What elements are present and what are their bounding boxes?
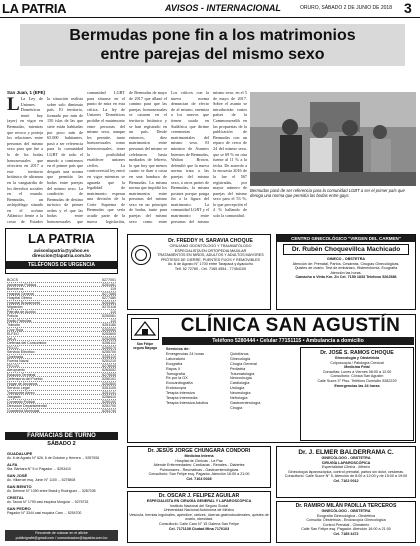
- ad-jesus-line: Medicina Interna: [184, 454, 214, 458]
- clinic-logo-text: San Felipe segura Mayaga: [133, 342, 157, 350]
- clinic-service-item: Rayos X: [166, 366, 181, 371]
- phone-number[interactable]: 5250060: [102, 327, 116, 332]
- clinic-service-item: Ecocardiografía: [166, 381, 193, 386]
- phone-number[interactable]: 5252800: [102, 381, 116, 386]
- phone-name: Hospital Bracamonte: [7, 300, 41, 305]
- ad-elmer-name: Dr. J. ELMER BALDERRAMA C.: [298, 449, 394, 456]
- phone-number[interactable]: 5250101: [102, 377, 116, 381]
- ad-freddy-line: PRÓTESIS DE CIERRE, PUENTES FIJOS Y REMOVIBLES: [160, 257, 261, 262]
- clinic-service-item: Neumología: [230, 391, 251, 396]
- ad-clinica-san-agustin: [127, 314, 416, 443]
- ad-jose-line: Consultorio: Clínica San Agustín: [330, 374, 384, 379]
- email-2[interactable]: direccion@lapatria.com.bo: [32, 253, 91, 258]
- phone-number[interactable]: 5256112: [102, 341, 116, 345]
- phone-name: Quebrada: [7, 354, 23, 359]
- clinic-service-item: Ecografía: [166, 361, 183, 366]
- phone-name: Migración: [7, 305, 23, 309]
- clinic-title: CLÍNICA SAN AGUSTÍN: [180, 315, 401, 336]
- clinic-phone-bar: Teléfono 5280444 • Celular 77151115 • Ambulancia a domicilio: [162, 337, 414, 345]
- phone-number[interactable]: 5251141: [102, 390, 116, 395]
- ad-freddy-line: Telf. 52 72780 - Cel. 7165 4554 - 77454100: [174, 266, 247, 271]
- ad-oscar-line: ESPECIALISTA EN CIRUGÍA GENERAL Y LAPAROSCÓPICA: [146, 499, 252, 503]
- ad-jose-name: Dr. JOSÉ S. RAMOS CHOQUE: [320, 350, 394, 356]
- dateline: ORURO, SÁBADO 2 DE JUNIO DE 2018: [300, 5, 392, 11]
- ad-dr-ramiro-padilla: [276, 501, 416, 543]
- ad-dr-jesus-chungara: [127, 446, 271, 488]
- farmacia-item: [7, 506, 116, 515]
- ad-oscar-line: Instituto Nacional del Seguro Social: [169, 503, 229, 508]
- phone-name: Transporte Aéreo: [7, 390, 35, 395]
- phone-name: Policía: [7, 314, 18, 318]
- farmacia-name: SAN JOSÉ: [7, 473, 28, 478]
- clinic-service-item: Terapia Intensiva: [166, 391, 195, 396]
- ad-jesus-line: Pulmonares - Reumáticas - Gastroenterológicas: [159, 467, 239, 472]
- ad-dr-ruben-choquevillca: [276, 234, 416, 310]
- ad-ruben-line: Camacho a Vinto Km. Zn Cel. 7159 1833 Telefono 5262586: [295, 275, 397, 280]
- clinic-service-item: Cirugía General: [230, 361, 257, 366]
- ad-freddy-line: Av. 6 de Agosto N° 1700 entre Tarapacá y Ayacucho: [167, 262, 254, 267]
- phone-name: Fuerza Naval: [7, 359, 29, 363]
- phone-number[interactable]: 5253481: [102, 300, 116, 305]
- phone-name: Tránsito: [7, 323, 20, 327]
- clinic-service-item: Emergencias 24 horas: [166, 351, 204, 356]
- ad-dr-oscar-felipez: [127, 491, 271, 543]
- clinic-service-item: Cardiología: [230, 381, 250, 386]
- ad-dr-freddy-saravia: [127, 234, 271, 310]
- phone-number[interactable]: 5253740: [102, 408, 116, 413]
- headline-line-2: entre parejas del mismo sexo: [100, 46, 325, 63]
- clinic-service-item: Endoscopía: [166, 386, 187, 391]
- phone-number[interactable]: 5263052: [102, 368, 116, 372]
- farmacia-item: [7, 484, 116, 493]
- phone-number[interactable]: 5278045: [102, 363, 116, 368]
- phone-name: FELCC: [7, 345, 19, 350]
- urgency-phone-list: [7, 278, 116, 413]
- ad-dr-jose-ramos: [300, 347, 414, 441]
- phone-name: Estación Terminal: [7, 372, 36, 377]
- ad-oscar-line: Universidad Nacional Autónoma de México: [163, 508, 235, 513]
- clinic-services-1: [166, 347, 226, 406]
- ad-freddy-line: CIRUJANO ODONTÓLOGO Y TRAUMATÓLOGO: [169, 244, 252, 248]
- article-column-1: [7, 96, 43, 224]
- article-column-3: comunidad LGBT para situarse en el punto de mira en esta crítica. La ley de Uniones Domésticas prohíbe el matrimonio entre personas del mismo sexo, aunque les permite, tanto homosexuales como heterosexuales, tener la posibilidad establecer uniones civiles. La controversial ley entró en vigor mientras se aguarda que la legalidad de matrimonio esperan una decisión de la Corte Suprema de Bermudas que sería acudir parte de la nueva legislación,: [87, 90, 125, 224]
- page-number: 3: [404, 0, 412, 16]
- phone-name: Hospital General: [7, 291, 34, 296]
- farmacias-list: [7, 451, 116, 517]
- ad-elmer-line: Cel. 7162 0012: [333, 478, 359, 483]
- phone-number[interactable]: 5277685: [102, 291, 116, 296]
- farmacia-name: CRISTAL: [7, 495, 25, 500]
- phone-number[interactable]: 110: [110, 309, 116, 314]
- phone-name: Bomberos: [7, 287, 24, 291]
- phone-row: [7, 409, 116, 414]
- clinic-service-item: Terapia Intermedia: [166, 396, 198, 401]
- column-1-text: La Ley de Uniones Domésticas entró hoy (ayer) en vigor en Bermudas, mientras que revoca y proteja los relaciones entre personas del mismo sexo para que fue a lo de los bodas homosexuales que ofreciera en 2017 a este territorio británico de ultramar en la vanguardia de los derechos sociales en el mundo. Bermudas, un archipiélago situado en el océano Atlántico frente a la costa de Estados: [7, 96, 43, 224]
- ad-oscar-line: Consultorio: Calle Caro N° 15 Galería San Felipe: [158, 521, 240, 526]
- phone-name: Servicio Legal: [7, 386, 30, 390]
- phone-number[interactable]: 5255700: [102, 350, 116, 354]
- article-column-2: la situación realista sobre solo diminuto país. El territorio, formado por más de 150 islas de las que siete están habitadas por poco más de 65.000 habitantes, pasó a ser referencia para la comunidad LGBT de todo el mundo a comienzos en el primer país que después una norma que permitía las bodas entre parejas del mismo sexo. La condición de Bermudas de destino turístico de primer orden y el que las bodas entre homosexuales que: [47, 96, 83, 224]
- phone-number[interactable]: 5251700: [102, 404, 116, 408]
- phone-number[interactable]: 5250100: [102, 399, 116, 404]
- tooth-seal-inner-icon: [135, 249, 147, 261]
- article-column-4: de Bermudas de mayo de 2017 que allanó el camino para que las parejas homosexuales se casaran en el territorio británico y se han registrado en un país. Desde entonces, diez matrimonios entre personas del mismo se celebraron hasta mediados de febrero, lo que hoy que menos cuatro se iban a casar en una hondura de Bermudas. La misma norma que impidió los matrimonios entre personas del mismo sexo en un principio de bodas, tanto para parejas del mismo sexo como entre: [129, 90, 167, 224]
- farmacia-address: Av. 6 de Agosto N° 626, 6 de Octubre y Herrera ... 5257006: [7, 456, 100, 460]
- phone-number[interactable]: 5250070: [102, 345, 116, 350]
- farmacias-footer-2: publicigrafrt@gmail.com / comunicacion@lapatria.com.bo: [15, 535, 108, 540]
- clinic-service-item: Laboratorio: [166, 356, 186, 361]
- la-patria-box: [5, 228, 118, 274]
- phone-name: BCICS: [7, 278, 18, 282]
- ad-ramiro-line: Ecografía Ginecológica - Obstétrica: [316, 513, 376, 518]
- phone-number[interactable]: 5252006: [102, 336, 116, 341]
- ad-ruben-bar: CENTRO GINECOLÓGICO "VIRGEN DEL CARMEN": [277, 235, 415, 242]
- phone-number[interactable]: 5277001: [102, 278, 116, 282]
- ad-jose-line: Medicina Fetal: [344, 365, 370, 370]
- farmacia-item: [7, 462, 116, 471]
- drop-cap: L: [7, 96, 20, 115]
- article-photo: [250, 92, 416, 186]
- phone-name: Comando Policial: [7, 399, 35, 404]
- email-1[interactable]: avisoslapatria@yahoo.es: [33, 248, 90, 253]
- farmacias-footer-1: Recuerde de colocar en el afiche: [35, 531, 88, 535]
- ad-ruben-line: GINECO - OBSTETRA: [326, 257, 366, 261]
- phone-name: Asistencia Pública: [7, 282, 37, 287]
- phone-name: Guardería Municipal: [7, 408, 40, 413]
- phone-number[interactable]: 5279535: [102, 372, 116, 377]
- clinic-service-item: Rx por la OX: [166, 376, 188, 381]
- ad-jose-line: Colposcopía / Patología Cervical: [330, 360, 384, 365]
- phone-number[interactable]: 5251481: [102, 282, 116, 287]
- phone-name: Hogar de Ancianos: [7, 381, 38, 386]
- ad-jesus-name: Dr. JESÚS JORGE CHUNGARA CONDORI: [147, 448, 251, 454]
- phone-number[interactable]: 5251210: [102, 359, 116, 363]
- services-header: Servicios de:: [166, 347, 190, 351]
- ad-jesus-line: Consultorio: San Felipe esq. Pagador, Atención 16:00 a 21:00: [148, 472, 250, 477]
- farmacia-name: ALFA: [7, 462, 18, 467]
- ad-ramiro-line: Cel. 7185 4472: [333, 531, 359, 536]
- ad-elmer-line: Consultorio: Calle Sucre N° 5, Atención de 8:00 a 12:00 y de 15:00 a 19:00: [284, 474, 408, 479]
- ad-freddy-line: TRATAMIENTOS EN NIÑOS, ADULTOS Y ADULTOS MAYORES: [157, 253, 264, 258]
- farmacia-item: [7, 473, 116, 482]
- headline-line-1: Bermudas pone fin a los matrimonios: [69, 27, 356, 44]
- ad-elmer-line: CIRUGÍA LAPAROSCÓPICA: [321, 460, 371, 465]
- phone-name: Juzgado: [7, 395, 21, 399]
- ad-jesus-line: Hospital de Clínicas - La Paz: [175, 458, 223, 463]
- ad-ramiro-line: Calle San Felipe esq. Pagador. Atención 16:00 a 21:00: [301, 527, 391, 532]
- farmacia-item: [7, 495, 116, 504]
- farmacia-name: SAN BENITO: [7, 484, 32, 489]
- ad-elmer-line: Especialidad Clínica - México: [321, 465, 371, 470]
- ad-oscar-line: Vesícula, hernias inguinales, apéndice, várices, úlceras gastroduodenales, quistes de ovario, obesidad.: [129, 512, 269, 522]
- phone-name: ELFEO: [7, 332, 19, 336]
- ad-oscar-name: Dr. OSCAR J. FELIPEZ AGUILAR: [158, 493, 240, 499]
- ad-ramiro-name: Dr. RAMIRO MILÁN PADILLA TERCEROS: [295, 503, 397, 509]
- photo-caption: Bermudas pasó de ser referencia para la comunidad LGBT a ser el primer país que deroga una norma que permitía las bodas entre gays.: [250, 188, 405, 199]
- farmacia-name: SAN PEDRO: [7, 506, 31, 511]
- ad-elmer-line: GINECÓLOGO - OBSTETRA: [321, 456, 371, 460]
- phone-number[interactable]: 5270118: [102, 305, 116, 309]
- farmacia-address: Sta. Bárbara N° 5 c/ Pagador ... 5253410: [7, 467, 71, 471]
- farmacias-day: SÁBADO 2: [47, 441, 76, 447]
- page-header: [0, 0, 420, 18]
- phone-number[interactable]: 5277480: [102, 296, 116, 300]
- clinic-logo-icon: [131, 318, 159, 340]
- ad-ramiro-line: Consulta: Obstetricia - Endoscopía Ginecológica: [306, 518, 386, 523]
- phone-number[interactable]: 5255110: [102, 354, 116, 359]
- farmacia-item: [7, 451, 116, 460]
- ad-oscar-line: Cel. 7171108 Ciudad Mina 7176103: [168, 526, 230, 531]
- phone-name: Patrulla de Auxilio: [7, 309, 36, 314]
- clinic-service-item: Ginecología: [230, 356, 251, 361]
- ad-freddy-name: Dr. FREDDY H. SARAVIA CHOQUE: [168, 238, 253, 244]
- clinic-service-item: Quirófanos: [230, 351, 249, 356]
- ad-freddy-line: ESPECIALISTA EN ORTOPEDIA MAXILAR: [174, 248, 247, 253]
- phone-name: Defensoría del Pueblo: [7, 377, 43, 381]
- farmacia-address: Av. Dehene N° 1390 entre Brasil y Rodríguez ... 5287035: [7, 489, 96, 493]
- phone-name: Hospital Obrero: [7, 296, 33, 300]
- phone-name: Dirección Departamental: [7, 404, 47, 408]
- ad-jesus-line: Atiende Enfermedades: Cardíacas - Renales - Diabetes: [153, 463, 245, 468]
- farmacia-address: Pagador N° 3344 casi esquina Caro ... 5254700: [7, 511, 82, 515]
- phone-number[interactable]: 5251180: [102, 323, 116, 327]
- phone-number[interactable]: 5258410: [102, 395, 116, 399]
- phone-name: Radio Patrullas: [7, 318, 32, 323]
- clinic-service-item: Pediatría: [230, 366, 246, 371]
- phone-number[interactable]: 5250061: [102, 314, 116, 318]
- farmacia-address: Av. Tacna N° 1790 casi esquina Murguía ... 5276733: [7, 500, 89, 504]
- clinic-service-item: Urología: [230, 386, 245, 391]
- ad-jose-line: Calle Sucre 3° Piso. Teléfono Domicilio 5282229: [317, 378, 397, 383]
- byline: San Juan, 1 (EFE): [7, 90, 46, 95]
- newspaper-logo: LA PATRIA: [2, 1, 67, 16]
- article-column-6: mismo sexo, en el 5 de mayo de 2017. Sobre el asunto se introducirán varios países de la Commonwealth en las propuestas de la publicación de Bermudas con un reparo de cerca de 24 del mismo sexo, que se 69 % en otra fuente al 11 % a la fecha. De acuerdo a la encuesta 2016 de la fue el 567 registradas, por mayor número de parejas del mismo sexo para el 53 %, lo que percepción el 4 % hallando de solo la comunidad.: [213, 90, 247, 219]
- phone-name: Defensa del Consumidor: [7, 341, 47, 345]
- ad-ramiro-line: GINECÓLOGO - OBSTETRA: [321, 509, 371, 513]
- ad-ruben-name: Dr. Rubén Choquevillca Machicado: [283, 244, 409, 255]
- phone-number[interactable]: 119: [110, 287, 116, 291]
- farmacias-header: FARMACIAS DE TURNO: [5, 432, 118, 440]
- ad-ramiro-line: Control Prenatal - Climaterio: [322, 522, 370, 527]
- ad-ruben-line: Quistes de ovario, Test de embarazo, Histerectomía, Ecografía: [294, 266, 398, 271]
- ad-ruben-line: Atención de: Prenatal, Partos, Cesáreas, Cirugías Ginecológicas,: [292, 261, 400, 266]
- clinic-service-item: Tomografía: [166, 371, 185, 376]
- ad-jose-line: Consultas: Lunes a Viernes 08:00 a 12:00: [322, 369, 392, 374]
- phone-number[interactable]: 5261105: [102, 386, 116, 390]
- ad-elmer-line: Ginecología laparoscópica, control prenatal, partos sin dolor, cesáreas.: [287, 469, 405, 474]
- phone-name: Aeropuerto: [7, 368, 25, 372]
- section-title: AVISOS - INTERNACIONAL: [165, 3, 281, 13]
- clinic-services-2: [230, 347, 296, 411]
- ad-jose-line: Emergencias las 24 horas: [334, 383, 380, 388]
- clinic-service-item: Nefrología: [230, 396, 248, 401]
- clinic-service-item: Neurocirugía: [230, 376, 252, 381]
- phone-number[interactable]: 110: [110, 318, 116, 323]
- phone-name: FELCN: [7, 363, 19, 368]
- ad-dr-elmer-balderrama: [276, 446, 416, 498]
- ad-jesus-line: Cel. 7164 0028: [186, 476, 212, 481]
- farmacia-name: GUADALUPE: [7, 451, 33, 456]
- clinic-service-item: Cirugía: [230, 405, 243, 410]
- article-column-5: Los críticos con la nueva norma denuncian de efecto de al mismo, enemiza a los nuevos que tienen usada en Sudáfrica que dirime ceremonias matrimoniales del mismo sexo. El ministro de Asuntos Internos de Bermudas, Walton Brown, defendió que la nueva norma trata a las parejas del mismo sexo, a otros países de Bermudas, la misma postura porque ponga fin a la figura del matrimonio. La comunidad LGBT y el matrimonio entre personas del mismo: [171, 90, 209, 224]
- clinic-service-item: Traumatología: [230, 371, 255, 376]
- farmacias-footer: [5, 530, 118, 541]
- clinic-service-item: Gastroenterología: [230, 400, 261, 405]
- urgencias-header: TELÉFONOS DE URGENCIA: [6, 261, 117, 269]
- phone-name: SeLA: [7, 336, 16, 341]
- article-headline: [20, 24, 405, 66]
- phone-number[interactable]: 5253600: [102, 332, 116, 336]
- phone-name: Servicio Eléctrico: [7, 350, 35, 354]
- ad-jose-line: Ginecología y Obstetricia: [334, 356, 380, 360]
- la-patria-title: LA PATRIA: [28, 231, 95, 246]
- farmacia-address: Av. Villarroel esq. Junín N° 1100 ... 5275808: [7, 478, 76, 482]
- ad-ruben-line: Atención las horas.: [330, 270, 362, 275]
- phone-name: Cruz Roja: [7, 327, 23, 332]
- clinic-service-item: Terapia Intensiva Adultos: [166, 400, 209, 405]
